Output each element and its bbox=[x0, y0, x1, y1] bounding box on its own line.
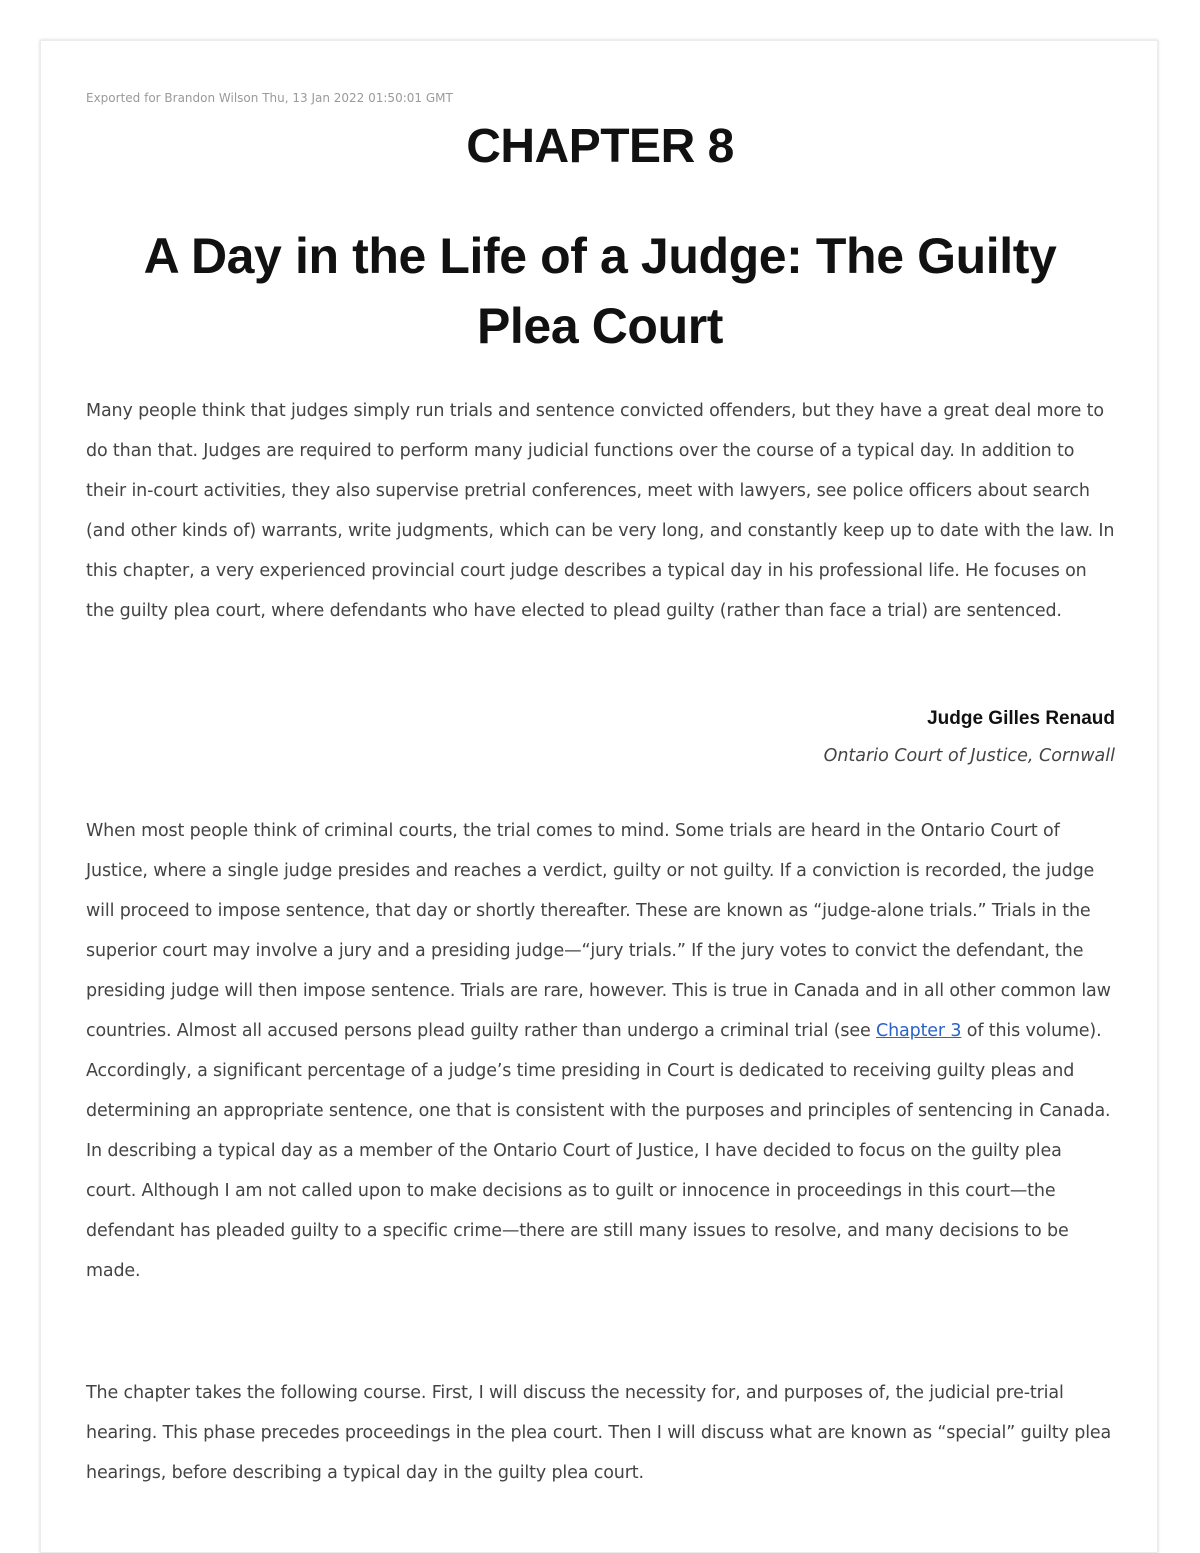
author-name: Judge Gilles Renaud bbox=[927, 708, 1115, 729]
body-paragraph-1-text-before-link: When most people think of criminal courts, the trial comes to mind. Some trials are heard in the Ontario Court of Justice, where a single judge presides and reaches a verdict, guilty or not guilty. If a conviction is recorded, the judge will proceed to impose sentence, that day or shortly thereafter. These are known as “judge-alone trials.” Trials in the superior court may involve a jury and a presiding judge—“jury trials.” If the jury votes to convict the defendant, the presiding judge will then impose sentence. Trials are rare, however. This is true in Canada and in all other common law countries. Almost all accused persons plead guilty rather than undergo a criminal trial (see bbox=[86, 821, 1111, 1041]
chapter-title: A Day in the Life of a Judge: The Guilty Plea Court bbox=[143, 228, 1057, 354]
body-paragraph-1 bbox=[86, 811, 1116, 1291]
body-paragraph-2: The chapter takes the following course. First, I will discuss the necessity for, and purposes of, the judicial pre-trial hearing. This phase precedes proceedings in the plea court. Then I will discuss what are known as “special” guilty plea hearings, before describing a typical day in the guilty plea court. bbox=[86, 1383, 1112, 1483]
chapter-number: CHAPTER 8 bbox=[466, 120, 734, 173]
chapter-3-link[interactable]: Chapter 3 bbox=[876, 1021, 962, 1041]
document-page bbox=[40, 40, 1158, 1553]
intro-paragraph: Many people think that judges simply run trials and sentence convicted offenders, but they have a great deal more to do than that. Judges are required to perform many judicial functions over the course of a typical day. In addition to their in-court activities, they also supervise pretrial conferences, meet with lawyers, see police officers about search (and other kinds of) warrants, write judgments, which can be very long, and constantly keep up to date with the law. In this chapter, a very experienced provincial court judge describes a typical day in his professional life. He focuses on the guilty plea court, where defendants who have elected to plead guilty (rather than face a trial) are sentenced. bbox=[86, 401, 1115, 621]
body-paragraph-1-text-after-link: of this volume). Accordingly, a significant percentage of a judge’s time presiding in Court is dedicated to receiving guilty pleas and determining an appropriate sentence, one that is consistent with the purposes and principles of sentencing in Canada. In describing a typical day as a member of the Ontario Court of Justice, I have decided to focus on the guilty plea court. Although I am not called upon to make decisions as to guilt or innocence in proceedings in this court—the defendant has pleaded guilty to a specific crime—there are still many issues to resolve, and many decisions to be made. bbox=[86, 1021, 1111, 1281]
author-block bbox=[824, 701, 1115, 775]
export-note: Exported for Brandon Wilson Thu, 13 Jan 2022 01:50:01 GMT bbox=[86, 91, 453, 105]
author-affiliation: Ontario Court of Justice, Cornwall bbox=[823, 746, 1115, 766]
